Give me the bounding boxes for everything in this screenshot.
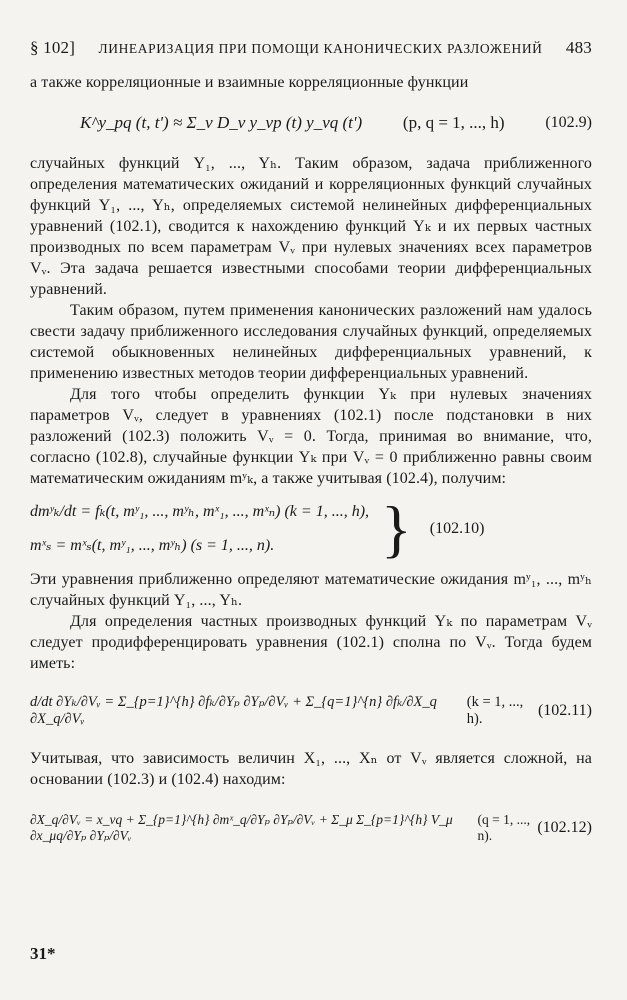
paragraph-3: Таким образом, путем применения канонических разложений нам удалось свести задачу приближенного исследования случайных функций, определяемых системой обыкновенных нелинейных дифференциальных уравнений, к применению известных методов теории дифференциальных уравнений. [30, 302, 592, 382]
page-number: 483 [565, 38, 592, 57]
signature-mark: 31* [30, 944, 56, 963]
equation-102-10 [30, 489, 592, 569]
equation-102-11 [30, 674, 592, 748]
brace-icon: } [381, 493, 412, 564]
equation-number: (102.9) [545, 114, 592, 131]
equation-number: (102.11) [537, 702, 592, 719]
paragraph-4: Для того чтобы определить функции Yₖ при нулевых значениях параметров Vᵥ, следует в уравнениях (102.1) после подстановки в них разложений (102.3) положить Vᵥ = 0. Тогда, принимая во внимание, что, согласно (102.8), случайные функции Yₖ при Vᵥ = 0 приближенно равны своим математическим ожиданиям mʸₖ, а также учитывая (102.4), получим: [30, 386, 592, 487]
running-title: ЛИНЕАРИЗАЦИЯ ПРИ ПОМОЩИ КАНОНИЧЕСКИХ РАЗЛОЖЕНИЙ [98, 41, 543, 56]
page [30, 38, 592, 866]
equation-condition: (k = 1, ..., h). [466, 694, 524, 727]
paragraph-7: Учитывая, что зависимость величин X₁, ..., Xₙ от Vᵥ является сложной, на основании (102.3) и (102.4) находим: [30, 750, 592, 788]
equation-102-9 [30, 93, 592, 153]
page-header [30, 38, 592, 58]
equation-line-1: dmʸₖ/dt = fₖ(t, mʸ₁, ..., mʸₕ, mˣ₁, ..., mˣₙ) (k = 1, ..., h), [30, 503, 370, 520]
paragraph-2: случайных функций Y₁, ..., Yₕ. Таким образом, задача приближенного определения математических ожиданий и корреляционных функций случайных функций Y₁, ..., Yₕ, определяемых системой нелинейных дифференциальных уравнений (102.1), сводится к нахождению функций Yₖ и их первых частных производных по всем параметрам Vᵥ при нулевых значениях всех параметров Vᵥ. Эта задача решается известными способами теории дифференциальных уравнений. [30, 155, 592, 298]
section-mark: § 102] [30, 38, 76, 57]
equation-number: (102.10) [429, 520, 485, 537]
paragraph-1: а также корреляционные и взаимные корреляционные функции [30, 74, 469, 91]
paragraph-6: Для определения частных производных функций Yₖ по параметрам Vᵥ следует продифференцировать уравнения (102.1) сполна по Vᵥ. Тогда будем иметь: [30, 613, 592, 672]
equation-102-12 [30, 790, 592, 866]
equation-body: K^y_pq (t, t') ≈ Σ_ν D_ν y_νp (t) y_νq (t') [80, 113, 363, 132]
equation-body: ∂X_q/∂Vᵥ = x_νq + Σ_{p=1}^{h} ∂mˣ_q/∂Yₚ ∂Yₚ/∂Vᵥ + Σ_μ Σ_{p=1}^{h} V_μ ∂x_μq/∂Yₚ ∂Yₚ/∂Vᵥ [30, 812, 453, 843]
equation-condition: (q = 1, ..., n). [477, 812, 531, 843]
equation-condition: (p, q = 1, ..., h) [402, 113, 505, 132]
equation-number: (102.12) [537, 819, 592, 836]
equation-body: d/dt ∂Yₖ/∂Vᵥ = Σ_{p=1}^{h} ∂fₖ/∂Yₚ ∂Yₚ/∂Vᵥ + Σ_{q=1}^{n} ∂fₖ/∂X_q ∂X_q/∂Vᵥ [30, 694, 437, 727]
paragraph-5: Эти уравнения приближенно определяют математические ожидания mʸ₁, ..., mʸₕ случайных функций Y₁, ..., Yₕ. [30, 571, 592, 609]
equation-line-2: mˣₛ = mˣₛ(t, mʸ₁, ..., mʸₕ) (s = 1, ..., n). [30, 537, 275, 554]
equation-lines [30, 495, 369, 563]
